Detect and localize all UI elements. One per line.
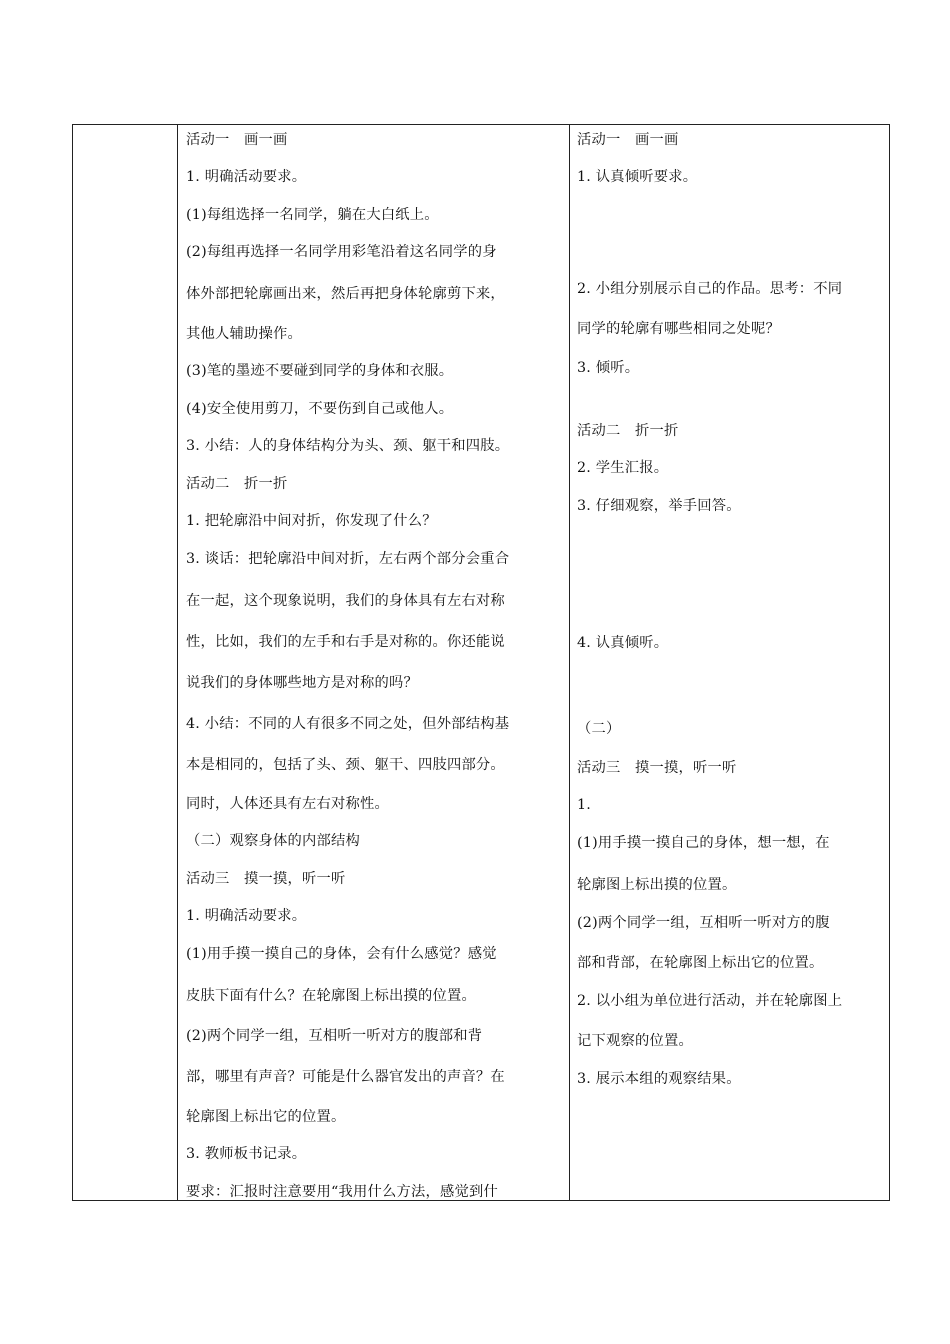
text-line: (2)两个同学一组，互相听一听对方的腹 bbox=[577, 915, 830, 931]
text-line: 部和背部，在轮廓图上标出它的位置。 bbox=[577, 955, 824, 971]
text-line: 3. 展示本组的观察结果。 bbox=[577, 1071, 741, 1087]
text-line: 部，哪里有声音？可能是什么器官发出的声音？在 bbox=[186, 1069, 505, 1085]
column-divider-left bbox=[177, 125, 178, 1200]
text-line: (2)每组再选择一名同学用彩笔沿着这名同学的身 bbox=[186, 244, 497, 260]
text-line: 要求：汇报时注意要用“我用什么方法，感觉到什 bbox=[186, 1184, 498, 1200]
text-line: 3. 谈话：把轮廓沿中间对折，左右两个部分会重合 bbox=[186, 551, 510, 567]
text-line: 活动三 摸一摸，听一听 bbox=[577, 760, 737, 776]
text-line: 活动三 摸一摸，听一听 bbox=[186, 871, 346, 887]
text-line: 记下观察的位置。 bbox=[577, 1033, 693, 1049]
text-line: 1. 明确活动要求。 bbox=[186, 908, 307, 924]
text-line: (1)用手摸一摸自己的身体，会有什么感觉？感觉 bbox=[186, 946, 497, 962]
lesson-table bbox=[72, 124, 890, 1201]
text-line: (1)用手摸一摸自己的身体，想一想，在 bbox=[577, 835, 830, 851]
text-line: 2. 以小组为单位进行活动，并在轮廓图上 bbox=[577, 993, 843, 1009]
text-line: 活动二 折一折 bbox=[577, 423, 679, 439]
text-line: (4)安全使用剪刀，不要伤到自己或他人。 bbox=[186, 401, 454, 417]
text-line: 2. 学生汇报。 bbox=[577, 460, 669, 476]
text-line: 1. 认真倾听要求。 bbox=[577, 169, 698, 185]
text-line: (1)每组选择一名同学，躺在大白纸上。 bbox=[186, 207, 439, 223]
text-line: 性，比如，我们的左手和右手是对称的。你还能说 bbox=[186, 634, 505, 650]
text-line: 体外部把轮廓画出来，然后再把身体轮廓剪下来， bbox=[186, 286, 505, 302]
text-line: 在一起，这个现象说明，我们的身体具有左右对称 bbox=[186, 593, 505, 609]
text-line: (2)两个同学一组，互相听一听对方的腹部和背 bbox=[186, 1028, 483, 1044]
text-line: 1. 把轮廓沿中间对折，你发现了什么？ bbox=[186, 513, 437, 529]
text-line: 1. 明确活动要求。 bbox=[186, 169, 307, 185]
column-divider-right bbox=[569, 125, 570, 1200]
text-line: 活动一 画一画 bbox=[186, 132, 288, 148]
text-line: 活动一 画一画 bbox=[577, 132, 679, 148]
text-line: 3. 教师板书记录。 bbox=[186, 1146, 307, 1162]
text-line: 2. 小组分别展示自己的作品。思考：不同 bbox=[577, 281, 843, 297]
text-line: 同时，人体还具有左右对称性。 bbox=[186, 796, 389, 812]
text-line: 4. 小结：不同的人有很多不同之处，但外部结构基 bbox=[186, 716, 510, 732]
text-line: 4. 认真倾听。 bbox=[577, 635, 669, 651]
text-line: 本是相同的，包括了头、颈、躯干、四肢四部分。 bbox=[186, 757, 505, 773]
text-line: 活动二 折一折 bbox=[186, 476, 288, 492]
text-line: 说我们的身体哪些地方是对称的吗？ bbox=[186, 675, 418, 691]
text-line: 轮廓图上标出它的位置。 bbox=[186, 1109, 346, 1125]
text-line: （二） bbox=[577, 721, 621, 737]
text-line: 1. bbox=[577, 797, 592, 813]
text-line: 其他人辅助操作。 bbox=[186, 326, 302, 342]
text-line: 皮肤下面有什么？在轮廓图上标出摸的位置。 bbox=[186, 988, 476, 1004]
text-line: (3)笔的墨迹不要碰到同学的身体和衣服。 bbox=[186, 363, 454, 379]
text-line: 轮廓图上标出摸的位置。 bbox=[577, 877, 737, 893]
text-line: 3. 仔细观察，举手回答。 bbox=[577, 498, 741, 514]
text-line: 同学的轮廓有哪些相同之处呢？ bbox=[577, 321, 780, 337]
text-line: 3. 小结：人的身体结构分为头、颈、躯干和四肢。 bbox=[186, 438, 510, 454]
text-line: 3. 倾听。 bbox=[577, 360, 640, 376]
text-line: （二）观察身体的内部结构 bbox=[186, 833, 360, 849]
